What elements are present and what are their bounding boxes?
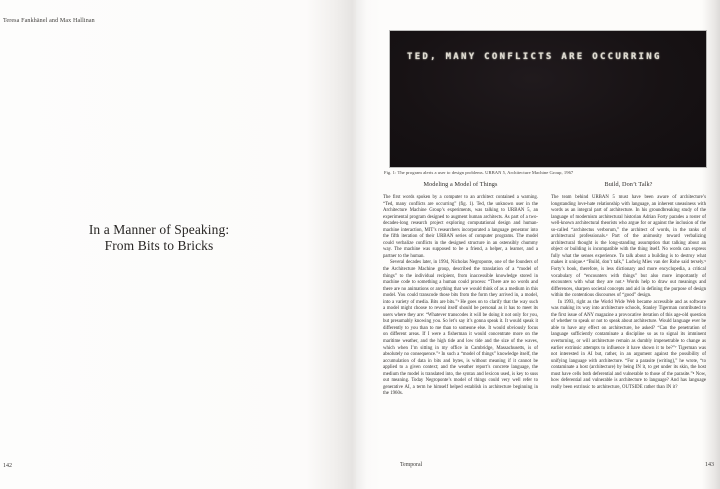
page-number-right: 143 [705, 462, 714, 468]
column-heading-modeling: Modeling a Model of Things [423, 181, 498, 188]
text-columns [383, 181, 706, 398]
column-build [551, 181, 706, 398]
paragraph: In 1993, right as the World Wide Web became accessible and as software was making its way into architecture schools, Stanley Tigerman contributed to the first issue of ANY magazine a provocative iteration of this age-old question of whether to speak or not to speak about architecture. Would language ever be able to have any effect on architecture, he asked? “Can the penetration of language sufficiently contaminate a discipline so as to signal its imminent overturning, or will architecture remain as dumbly impenetrable to change as earlier extrinsic attempts to influence it have shown it to be?”⁷ Tigerman was not interested in AI but, rather, in an argument against the possibility of unifying language with architecture. “For a parasite (writing),” he wrote, “to contaminate a host (architecture) by being IN it, to get under its skin, the host must have cells both deferential and vulnerable to those of the parasite.”⁸ Now, how deferential and vulnerable is architecture to language? And has language really been extrinsic to architecture, OUTSIDE rather than IN it? [551, 299, 706, 390]
left-page [0, 0, 356, 489]
essay-title-line2: From Bits to Bricks [104, 238, 214, 253]
essay-title [0, 222, 318, 254]
right-page [356, 0, 720, 489]
page-number-left: 142 [3, 463, 12, 469]
figure-caption: Fig. 1: The program alerts a user to design problems. URBAN 5, Architecture Machine Group, 1967 [384, 170, 574, 175]
paragraph: The first words spoken by a computer to an architect contained a warning. “Ted, many conflicts are occurring” (fig. 1). Ted, the unknown user in the Architecture Machine Group’s experiments, was talking to URBAN 5, an experimental program designed to augment human architects. As part of a two-decades-long research project exploring computational design and human-machine interaction, MIT’s researchers incorporated a language generator into the fifth iteration of their URBAN series of computer programs. The model could verbalize conflicts in the designed structure in an ostensibly chummy way. The machine was supposed to be a friend, a helper, a learner, and a partner to the human. [383, 195, 538, 259]
column-modeling [383, 181, 538, 398]
terminal-message-text: TED, MANY CONFLICTS ARE OCCURRING [407, 52, 662, 62]
paragraph: Several decades later, in 1994, Nicholas Negroponte, one of the founders of the Architecture Machine group, described the translation of a “model of things” to the individual recipient, from inaccessible knowledge stored in machine code to something a human could process: “There are no words and there are no animations or anything that we would think of as a medium in this model. You could transcode those bits from the form they arrived in, a model, into a variety of media. Bits are bits.”¹ He goes on to clarify that the way such a model might choose to reveal itself should be personal as it has to meet its users where they are: “Whatever transcodes it will be doing it not only for you, but presumably knowing you. So let’s say it’s gonna speak it. It would speak it differently to you than to me than to someone else. It would obviously focus on different areas. If I were a fisherman it would concentrate more on the maritime weather, and the high tide and low tide and the size of the waves, which when I’m sitting in my office in Cambridge, Massachusetts, is of absolutely no consequence.”² In such a “model of things” knowledge itself, the accumulation of data in bits and bytes, is without meaning if it cannot be applied to a given context; and the weather report’s concrete language, the medium the model is translated into, the syntax and lexicon used, is key to suss out meaning. Today Negroponte’s model of things could very well refer to generative AI, a term he himself helped establish in architecture beginning in the 1960s. [383, 260, 538, 397]
running-footer: Temporal [400, 462, 423, 468]
author-line: Teresa Fankhänel and Max Hallinan [3, 18, 95, 24]
column-heading-build: Build, Don’t Talk? [604, 181, 653, 188]
figure-terminal-photo [390, 31, 706, 167]
paragraph: The team behind URBAN 5 must have been aware of architecture’s longstanding love-hate relationship with language, an inherent uneasiness with words as an integral part of architecture. In his groundbreaking study of the language of modernism architectural historian Adrian Forty parades a roster of well-known architectural theorists who argue for or against the inclusion of the so-called “architectus verborum,” the architect of words, in the ranks of architectural professionals.³ Part of the animosity toward verbalizing architectural thought is the long-standing assumption that talking about an object or building is incompatible with the thing itself. No words can express fully what the senses experience. To talk about a building is to destroy what makes it unique.⁴ “Build, don’t talk,” Ludwig Mies van der Rohe said tersely.⁵ Forty’s book, therefore, is less dictionary and more encyclopedia, a critical vocabulary of “encounters with things” but also more importantly of encounters with what they are not.⁶ Words help to draw out meanings and differences, sharpen societal concepts and aid in defining the purpose of design within the contentious discourses of “good” design. [551, 195, 706, 299]
essay-title-line1: In a Manner of Speaking: [88, 222, 230, 237]
